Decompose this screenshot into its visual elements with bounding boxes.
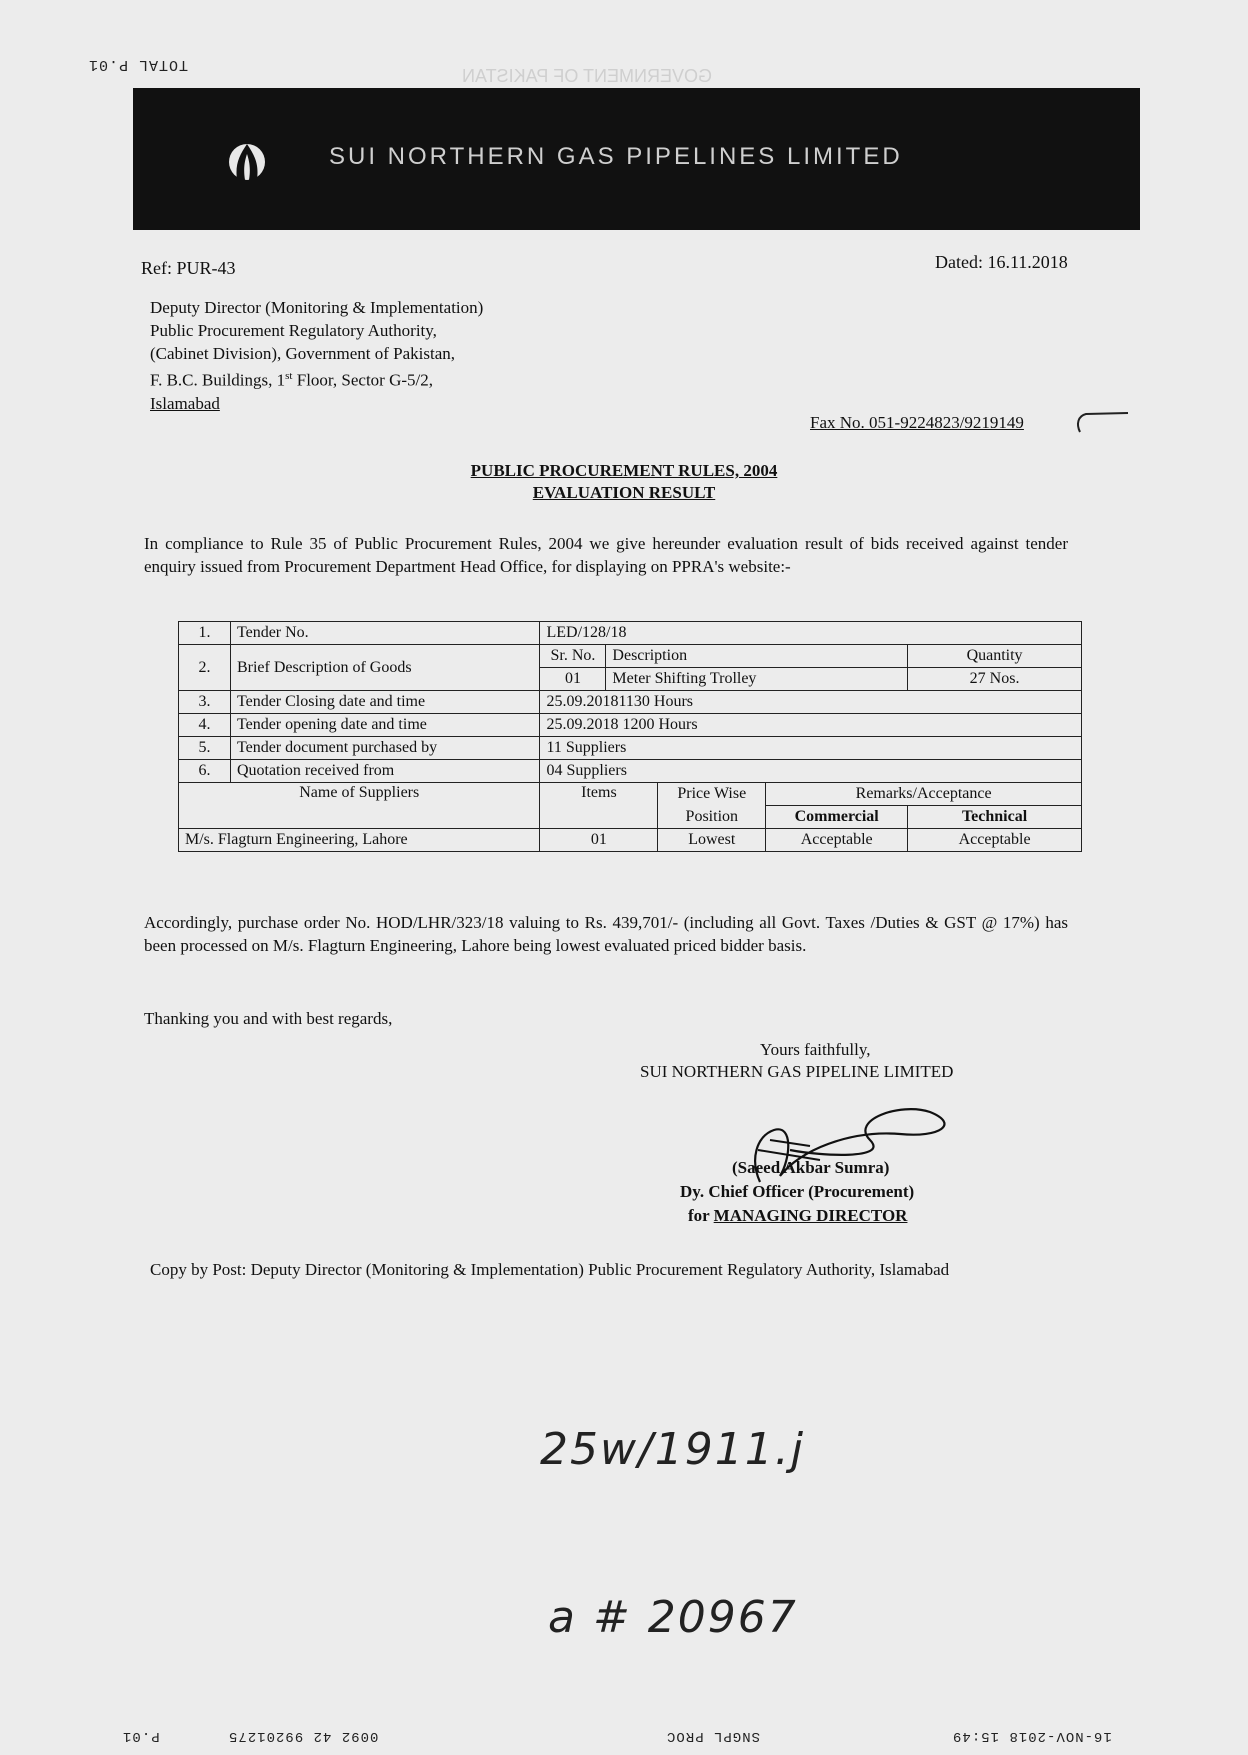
row-value: 04 Suppliers: [540, 760, 1082, 783]
row-label: Brief Description of Goods: [230, 645, 540, 691]
signatory-designation: Dy. Chief Officer (Procurement): [680, 1182, 915, 1201]
row-number: 6.: [179, 760, 231, 783]
technical-header: Technical: [908, 806, 1082, 829]
row-value: 25.09.20181130 Hours: [540, 691, 1082, 714]
technical-status: Acceptable: [908, 829, 1082, 852]
letter-date: Dated: 16.11.2018: [935, 252, 1068, 272]
reference-number: Ref: PUR-43: [141, 258, 236, 278]
price-wise-header: Price Wise: [658, 783, 766, 806]
handwritten-note: a # 20967: [548, 1592, 798, 1643]
table-row: [179, 622, 1082, 645]
fax-footer-sender: SNGPL PROC: [666, 1728, 761, 1744]
table-row: [179, 714, 1082, 737]
row-label: Tender Closing date and time: [230, 691, 540, 714]
items-header: Items: [540, 783, 658, 829]
quantity-header: Quantity: [908, 645, 1082, 668]
intro-paragraph: In compliance to Rule 35 of Public Procurement Rules, 2004 we give hereunder evaluation result of bids received against tender enquiry issued from Procurement Department Head Office, for displaying on PPRA's website:-: [144, 534, 1068, 576]
copy-to-line: Copy by Post: Deputy Director (Monitoring & Implementation) Public Procurement Regulatory Authority, Islamabad: [150, 1260, 950, 1279]
table-row: [179, 829, 1082, 852]
description-header: Description: [606, 645, 908, 668]
supplier-position: Lowest: [658, 829, 766, 852]
thanks-line: Thanking you and with best regards,: [144, 1009, 393, 1028]
sr-no-header: Sr. No.: [540, 645, 606, 668]
supplier-items: 01: [540, 829, 658, 852]
addressee-line: F. B.C. Buildings, 1st Floor, Sector G-5/2,: [150, 370, 433, 390]
commercial-header: Commercial: [766, 806, 908, 829]
table-header-row: [179, 783, 1082, 806]
row-number: 3.: [179, 691, 231, 714]
table-row: [179, 737, 1082, 760]
row-value: LED/128/18: [540, 622, 1082, 645]
remarks-header: Remarks/Acceptance: [766, 783, 1082, 806]
document-title: PUBLIC PROCUREMENT RULES, 2004: [470, 461, 778, 480]
addressee-block: [150, 296, 483, 415]
addressee-city: Islamabad: [150, 393, 220, 413]
sngpl-flame-logo-icon: [225, 138, 269, 182]
addressee-line: Public Procurement Regulatory Authority,: [150, 321, 437, 340]
addressee-line: (Cabinet Division), Government of Pakistan,: [150, 344, 456, 363]
signatory-name: (Saeed Akbar Sumra): [732, 1158, 890, 1177]
handwritten-bracket-mark: [1072, 406, 1132, 436]
row-value: 11 Suppliers: [540, 737, 1082, 760]
row-label: Tender document purchased by: [230, 737, 540, 760]
table-row: [179, 691, 1082, 714]
purchase-order-paragraph: Accordingly, purchase order No. HOD/LHR/323/18 valuing to Rs. 439,701/- (including all Govt. Taxes /Duties & GST @ 17%) has been processed on M/s. Flagturn Engineering, Lahore being lowest evaluated priced bidder basis.: [144, 913, 1068, 955]
handwritten-note: 25w/1911.j: [540, 1424, 805, 1475]
sr-no-value: 01: [540, 668, 606, 691]
yours-faithfully: Yours faithfully,: [760, 1040, 871, 1059]
description-value: Meter Shifting Trolley: [606, 668, 908, 691]
signatory-company: SUI NORTHERN GAS PIPELINE LIMITED: [640, 1062, 954, 1081]
row-number: 4.: [179, 714, 231, 737]
bleed-through-heading: GOVERNMENT OF PAKISTAN: [462, 66, 713, 86]
fax-footer-page: P.01: [122, 1728, 160, 1744]
letterhead-banner: [133, 88, 1140, 230]
fax-total-header: TOTAL P.01: [88, 56, 189, 73]
row-number: 5.: [179, 737, 231, 760]
row-label: Quotation received from: [230, 760, 540, 783]
row-number: 2.: [179, 645, 231, 691]
suppliers-header: Name of Suppliers: [179, 783, 540, 829]
row-number: 1.: [179, 622, 231, 645]
table-row: [179, 645, 1082, 668]
fax-footer-number: 0092 42 99201275: [228, 1728, 379, 1744]
fax-number: Fax No. 051-9224823/9219149: [810, 413, 1024, 432]
row-value: 25.09.2018 1200 Hours: [540, 714, 1082, 737]
document-subtitle: EVALUATION RESULT: [532, 483, 716, 502]
table-row: [179, 760, 1082, 783]
row-label: Tender No.: [230, 622, 540, 645]
row-label: Tender opening date and time: [230, 714, 540, 737]
quantity-value: 27 Nos.: [908, 668, 1082, 691]
commercial-status: Acceptable: [766, 829, 908, 852]
addressee-line: Deputy Director (Monitoring & Implementation): [150, 298, 484, 317]
signatory-on-behalf: for MANAGING DIRECTOR: [688, 1206, 908, 1225]
evaluation-table: [178, 621, 1082, 852]
position-header: Position: [658, 806, 766, 829]
supplier-name: M/s. Flagturn Engineering, Lahore: [179, 829, 540, 852]
fax-footer-datetime: 16-NOV-2018 15:49: [952, 1728, 1112, 1744]
letterhead-company-name: SUI NORTHERN GAS PIPELINES LIMITED: [329, 143, 903, 170]
